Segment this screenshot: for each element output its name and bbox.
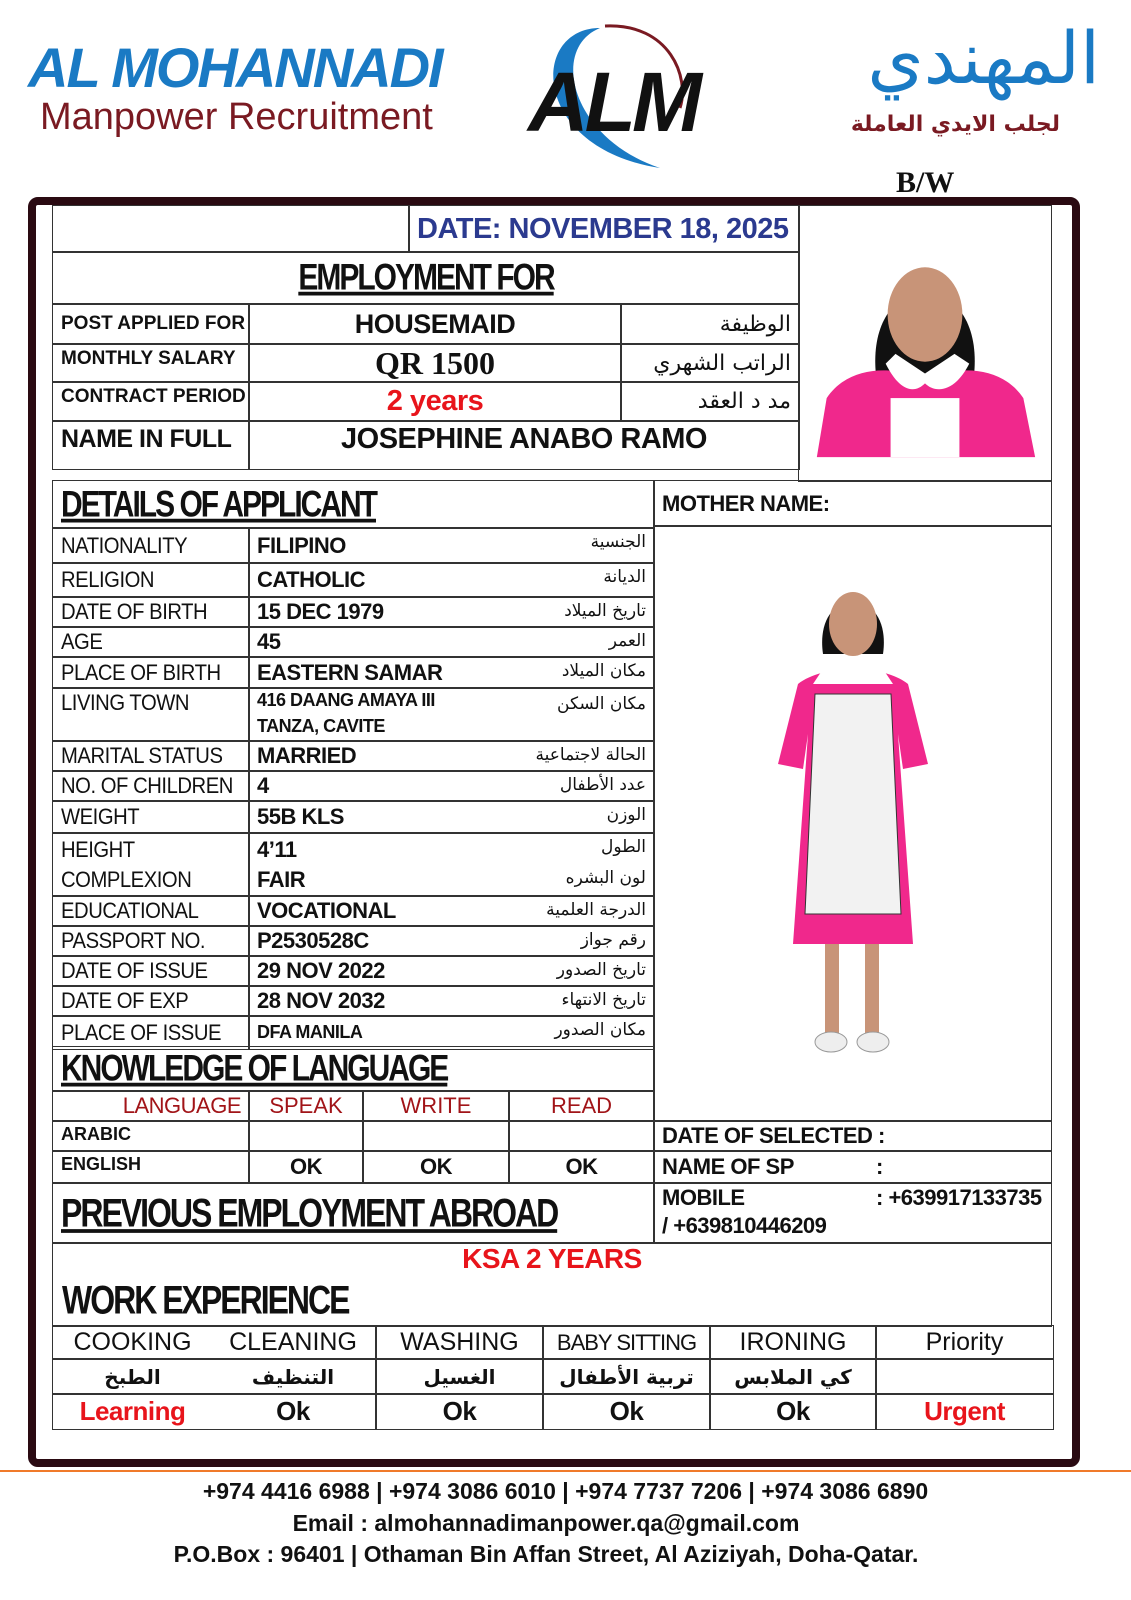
brand-name-en: AL MOHANNADI — [28, 36, 442, 99]
lang-header-speak: SPEAK — [248, 1090, 364, 1122]
lang-arabic: ARABIC — [52, 1120, 250, 1152]
lang-header-language: LANGUAGE — [52, 1090, 250, 1122]
full-body-photo-cell — [653, 525, 1052, 1122]
detail-value: FAIR لون البشره — [248, 864, 655, 897]
work-skill-level-1: Ok — [210, 1393, 377, 1430]
detail-label: HEIGHT — [52, 832, 250, 866]
work-skill-ar-1: التنظيف — [210, 1358, 377, 1395]
name-of-sp: NAME OF SP : — [653, 1150, 1052, 1184]
lang-arabic-write — [362, 1120, 510, 1152]
lang-english-read: OK — [508, 1150, 655, 1184]
lang-header-write: WRITE — [362, 1090, 510, 1122]
footer-divider — [0, 1470, 1131, 1472]
detail-label: PLACE OF BIRTH — [52, 656, 250, 689]
detail-label: DATE OF BIRTH — [52, 596, 250, 628]
lang-arabic-read — [508, 1120, 655, 1152]
detail-value: 4 عدد الأطفال — [248, 770, 655, 802]
work-skill-ar-0: الطبخ — [52, 1358, 212, 1395]
lang-english-write: OK — [362, 1150, 510, 1184]
brand-name-ar: المهندي — [867, 16, 1100, 100]
post-label-ar: الوظيفة — [620, 303, 800, 345]
work-skill-5: Priority — [875, 1325, 1054, 1360]
detail-value: 45 العمر — [248, 626, 655, 658]
work-skill-ar-2: الغسيل — [375, 1358, 544, 1395]
bw-label: B/W — [896, 166, 955, 199]
lang-english-speak: OK — [248, 1150, 364, 1184]
details-title: DETAILS OF APPLICANT — [52, 480, 655, 529]
detail-value: MARRIED الحالة لاجتماعية — [248, 740, 655, 772]
detail-value: P2530528C رقم جواز — [248, 925, 655, 957]
contract-label-ar: مد د العقد — [620, 381, 800, 422]
empty-cell — [52, 205, 410, 253]
footer-email: Email : almohannadimanpower.qa@gmail.com — [292, 1510, 800, 1536]
mother-name-label: MOTHER NAME: — [653, 480, 1052, 527]
work-skill-ar-4: كي الملابس — [709, 1358, 877, 1395]
date-of-selected: DATE OF SELECTED : — [653, 1120, 1052, 1152]
detail-value: FILIPINO الجنسية — [248, 527, 655, 564]
footer-phones: +974 4416 6988 | +974 3086 6010 | +974 7737 7206 | +974 3086 6890 — [202, 1478, 929, 1504]
fullname-label: NAME IN FULL — [52, 420, 250, 470]
detail-label: PASSPORT NO. — [52, 925, 250, 957]
contract-label: CONTRACT PERIOD — [52, 381, 250, 422]
detail-label: NATIONALITY — [52, 527, 250, 564]
detail-label: PLACE OF ISSUE — [52, 1015, 250, 1050]
fullname-value: JOSEPHINE ANABO RAMO — [248, 420, 800, 470]
detail-label: AGE — [52, 626, 250, 658]
work-skill-level-4: Ok — [709, 1393, 877, 1430]
work-skill-level-3: Ok — [542, 1393, 711, 1430]
detail-value: CATHOLIC الديانة — [248, 562, 655, 598]
mobile-cell: MOBILE : +639917133735 / +639810446209 — [653, 1182, 1052, 1244]
detail-label: DATE OF EXP — [52, 985, 250, 1017]
salary-value: QR 1500 — [248, 343, 622, 383]
work-skill-ar-3: تربية الأطفال — [542, 1358, 711, 1395]
salary-label-ar: الراتب الشهري — [620, 343, 800, 383]
detail-value: 15 DEC 1979 تاريخ الميلاد — [248, 596, 655, 628]
post-value: HOUSEMAID — [248, 303, 622, 345]
portrait-photo — [807, 224, 1043, 464]
work-skill-0: COOKING — [52, 1325, 212, 1360]
previous-employment-value: KSA 2 YEARS — [462, 1243, 642, 1274]
lang-header-read: READ — [508, 1090, 655, 1122]
detail-label: EDUCATIONAL — [52, 895, 250, 927]
logo-alm: ALM — [528, 55, 698, 149]
post-label: POST APPLIED FOR — [52, 303, 250, 345]
portrait-photo-cell — [798, 205, 1052, 482]
work-skill-4: IRONING — [709, 1325, 877, 1360]
work-skill-level-2: Ok — [375, 1393, 544, 1430]
lang-arabic-speak — [248, 1120, 364, 1152]
work-skill-2: WASHING — [375, 1325, 544, 1360]
detail-label: COMPLEXION — [52, 864, 250, 897]
language-title: KNOWLEDGE OF LANGUAGE — [52, 1046, 655, 1092]
footer-address: P.O.Box : 96401 | Othaman Bin Affan Street, Al Aziziyah, Doha-Qatar. — [173, 1541, 919, 1567]
detail-value: 28 NOV 2032 تاريخ الانتهاء — [248, 985, 655, 1017]
salary-label: MONTHLY SALARY — [52, 343, 250, 383]
detail-value: 29 NOV 2022 تاريخ الصدور — [248, 955, 655, 987]
company-logo — [0, 0, 1131, 199]
contract-value: 2 years — [248, 381, 622, 422]
detail-label: WEIGHT — [52, 800, 250, 834]
detail-label: LIVING TOWN — [52, 687, 250, 742]
detail-label: RELIGION — [52, 562, 250, 598]
form-date: DATE: NOVEMBER 18, 2025 — [408, 205, 800, 253]
work-skill-ar-5 — [875, 1358, 1054, 1395]
work-skill-1: CLEANING — [210, 1325, 377, 1360]
brand-subtitle-ar: لجلب الايدي العاملة — [850, 112, 1060, 137]
detail-value: 416 DAANG AMAYA III TANZA, CAVITE مكان السكن — [248, 687, 655, 742]
employment-for-title: EMPLOYMENT FOR — [52, 251, 800, 305]
previous-employment-title: PREVIOUS EMPLOYMENT ABROAD — [52, 1182, 655, 1244]
full-body-photo — [753, 574, 953, 1074]
brand-subtitle: Manpower Recruitment — [40, 96, 433, 138]
work-experience-title: WORK EXPERIENCE — [62, 1277, 349, 1323]
work-skill-level-5: Urgent — [875, 1393, 1054, 1430]
detail-value: VOCATIONAL الدرجة العلمية — [248, 895, 655, 927]
detail-value: 4’11 الطول — [248, 832, 655, 866]
lang-english: ENGLISH — [52, 1150, 250, 1184]
work-skill-3: BABY SITTING — [542, 1325, 711, 1360]
detail-value: DFA MANILA مكان الصدور — [248, 1015, 655, 1050]
detail-label: DATE OF ISSUE — [52, 955, 250, 987]
detail-label: NO. OF CHILDREN — [52, 770, 250, 802]
detail-value: EASTERN SAMAR مكان الميلاد — [248, 656, 655, 689]
work-skill-level-0: Learning — [52, 1393, 212, 1430]
detail-value: 55B KLS الوزن — [248, 800, 655, 834]
detail-label: MARITAL STATUS — [52, 740, 250, 772]
